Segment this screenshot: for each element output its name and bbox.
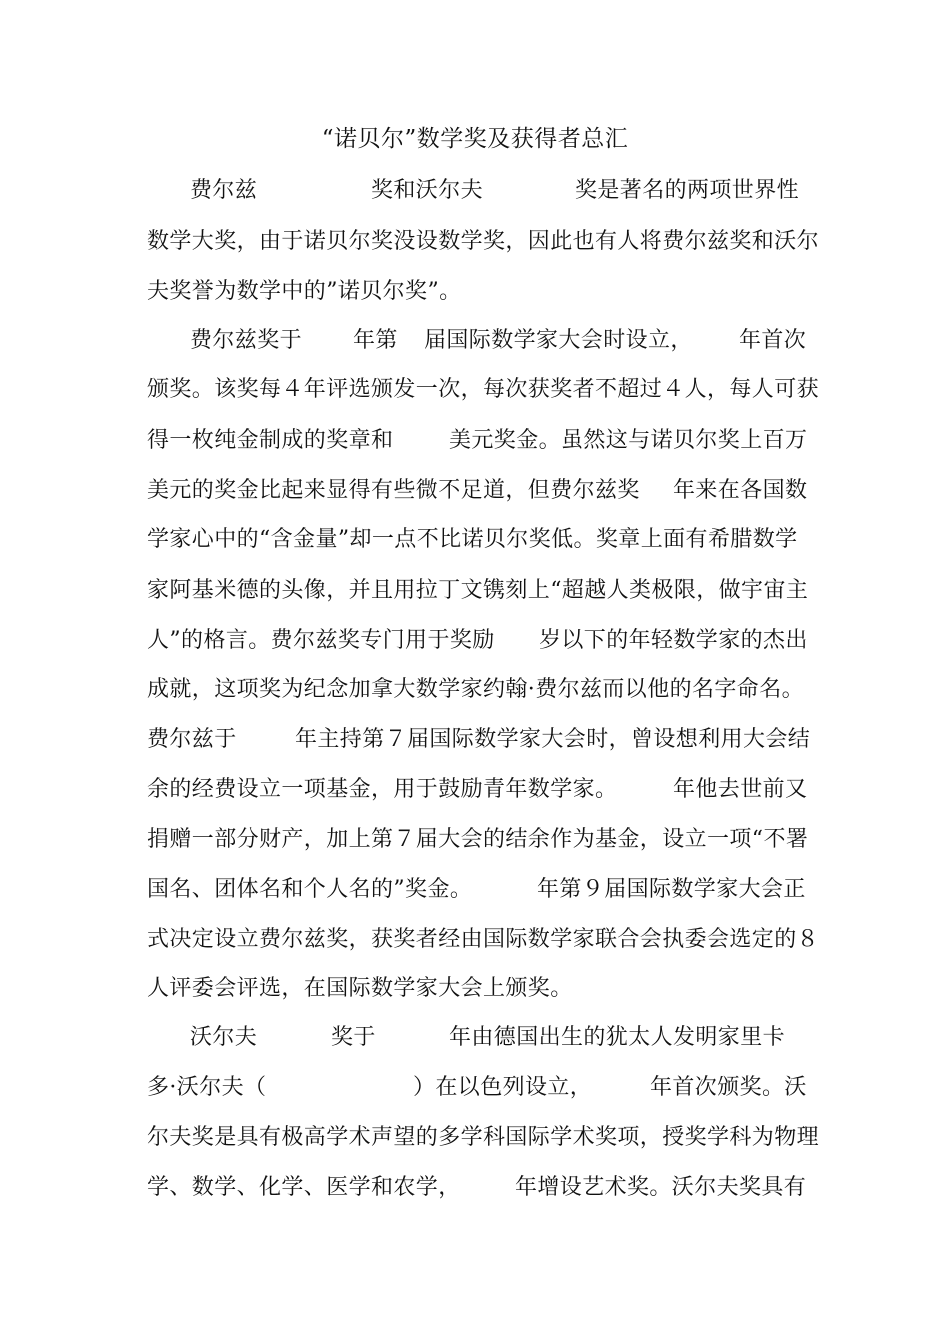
document-title: “诺贝尔”数学奖及获得者总汇 (321, 126, 629, 152)
text-segment: 年由德国出生的犹太人发明家里卡 (449, 1025, 786, 1050)
text-segment: 年主持第７届国际数学家大会时，曾设想利用大会结 (295, 727, 811, 752)
text-segment: 费尔兹 (190, 178, 258, 203)
text-segment: 年首次颁奖。沃 (650, 1075, 807, 1100)
text-segment: 奖是著名的两项世界性 (575, 178, 800, 203)
text-segment: 年第 (353, 328, 398, 353)
paragraph-2-line-13: 式决定设立费尔兹奖，获奖者经由国际数学家联合会执委会选定的８ (147, 927, 820, 952)
text-segment: 费尔兹奖于 (190, 328, 303, 353)
text-segment: 奖于 (331, 1025, 376, 1050)
text-segment: 年来在各国数 (673, 478, 808, 503)
text-segment: 奖和沃尔夫 (371, 178, 484, 203)
text-segment: 美元的奖金比起来显得有些微不足道，但费尔兹奖 (147, 478, 640, 503)
text-segment: 美元奖金。虽然这与诺贝尔奖上百万 (449, 428, 808, 453)
paragraph-2-line-14: 人评委会评选，在国际数学家大会上颁奖。 (147, 976, 573, 1001)
text-segment: 余的经费设立一项基金，用于鼓励青年数学家。 (147, 777, 618, 802)
text-segment: 得一枚纯金制成的奖章和 (147, 428, 394, 453)
text-segment: 年首次 (739, 328, 807, 353)
text-segment: 人”的格言。费尔兹奖专门用于奖励 (147, 628, 495, 653)
text-segment: 国名、团体名和个人名的”奖金。 (147, 877, 473, 902)
text-segment: 届国际数学家大会时设立， (424, 328, 693, 353)
paragraph-2-line-6: 家阿基米德的头像，并且用拉丁文镌刻上“超越人类极限，做宇宙主 (147, 578, 809, 603)
text-segment: 沃尔夫 (190, 1025, 258, 1050)
text-segment: 学、数学、化学、医学和农学， (147, 1175, 461, 1200)
text-segment: 多·沃尔夫（ (147, 1075, 267, 1100)
paragraph-3-line-3: 尔夫奖是具有极高学术声望的多学科国际学术奖项，授奖学科为物理 (147, 1125, 820, 1150)
paragraph-1-line-2: 数学大奖，由于诺贝尔奖没设数学奖，因此也有人将费尔兹奖和沃尔 (147, 229, 820, 254)
text-segment: ）在以色列设立， (413, 1075, 593, 1100)
paragraph-1-line-3: 夫奖誉为数学中的”诺贝尔奖”。 (147, 279, 462, 304)
text-segment: 岁以下的年轻数学家的杰出 (539, 628, 808, 653)
paragraph-2-line-2: 颁奖。该奖每４年评选颁发一次，每次获奖者不超过４人，每人可获 (147, 377, 820, 402)
paragraph-2-line-11: 捐赠一部分财产，加上第７届大会的结余作为基金，设立一项“不署 (147, 827, 809, 852)
text-segment: 年他去世前又 (673, 777, 808, 802)
paragraph-2-line-5: 学家心中的“含金量”却一点不比诺贝尔奖低。奖章上面有希腊数学 (147, 527, 798, 552)
text-segment: 年第９届国际数学家大会正 (537, 877, 806, 902)
paragraph-2-line-8: 成就，这项奖为纪念加拿大数学家约翰·费尔兹而以他的名字命名。 (147, 677, 804, 702)
text-segment: 年增设艺术奖。沃尔夫奖具有 (515, 1175, 807, 1200)
text-segment: 费尔兹于 (147, 727, 237, 752)
